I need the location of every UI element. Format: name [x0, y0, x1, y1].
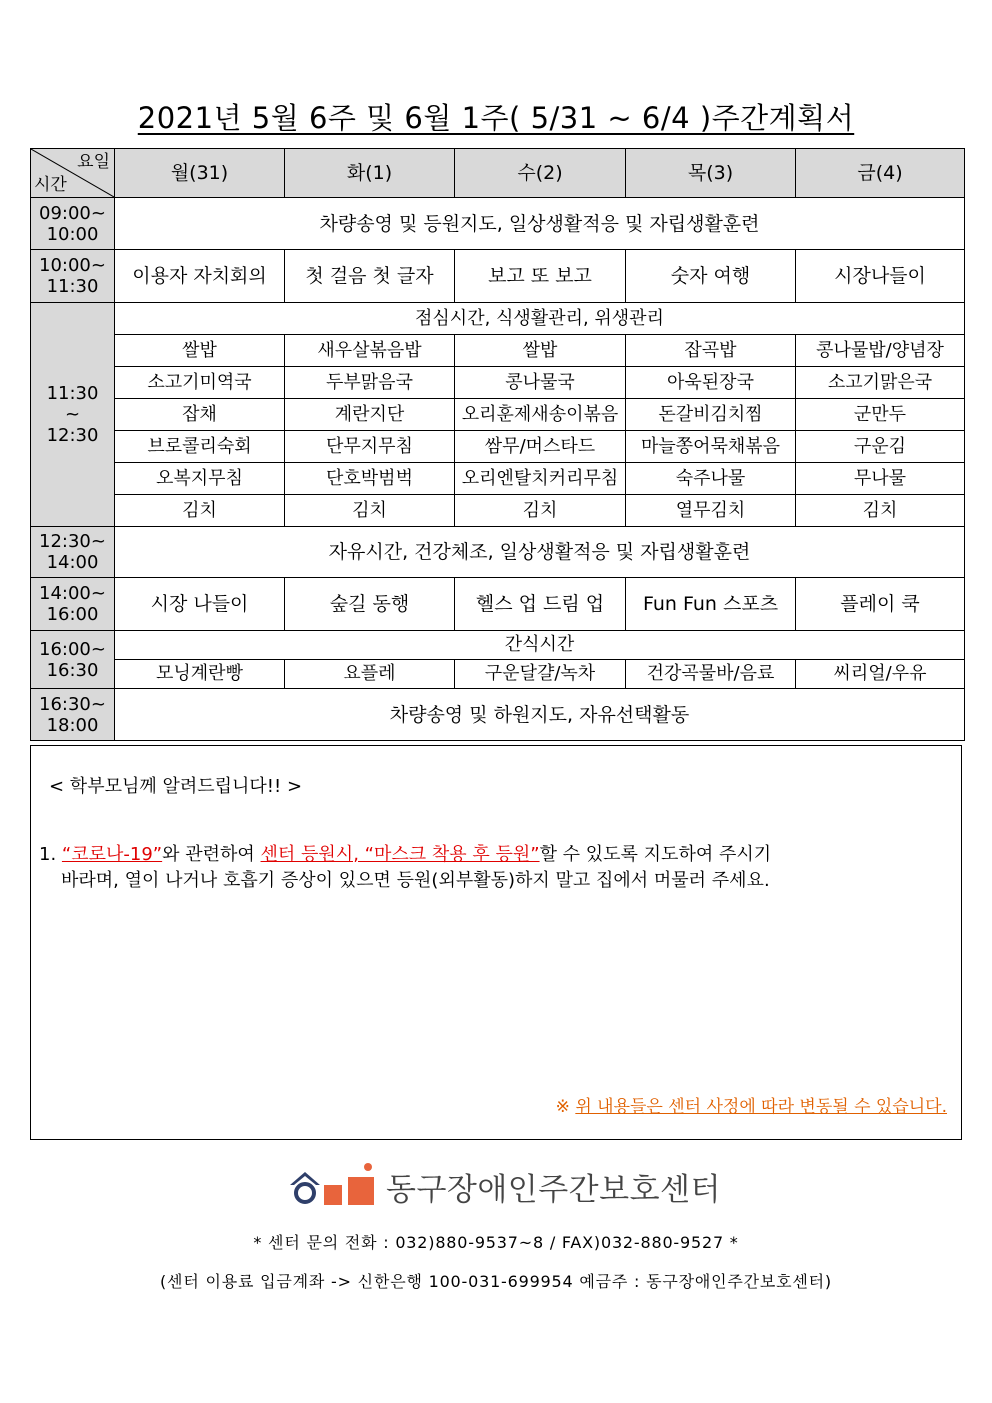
- day-header: 금(4): [796, 149, 965, 198]
- slot-row: [31, 250, 965, 303]
- menu-item: 두부맑음국: [285, 367, 455, 399]
- logo-icon: [288, 1163, 376, 1209]
- notice-item: 1. “코로나-19”와 관련하여 센터 등원시, “마스크 착용 후 등원”할 수 있도록 지도하여 주시기 바라며, 열이 나거나 호흡기 증상이 있으면 등원(외부활동)하지 말고 집에서 머물러 주세요.: [39, 844, 772, 891]
- menu-item: 돈갈비김치찜: [626, 399, 796, 431]
- day-label: 요일: [77, 152, 110, 172]
- time-cell: 16:00~ 16:30: [31, 631, 115, 689]
- activity-cell: 자유시간, 건강체조, 일상생활적응 및 자립생활훈련: [115, 527, 965, 578]
- weekly-schedule-table: [30, 148, 965, 741]
- slot-row: [31, 689, 965, 741]
- day-header: 수(2): [455, 149, 626, 198]
- menu-row: [31, 463, 965, 495]
- time-cell: 14:00~ 16:00: [31, 578, 115, 631]
- day-header: 월(31): [115, 149, 285, 198]
- menu-item: 오리엔탈치커리무침: [455, 463, 626, 495]
- snack-heading-row: [31, 631, 965, 660]
- lunch-heading-row: [31, 303, 965, 335]
- menu-item: 김치: [285, 495, 455, 527]
- menu-item: 무나물: [796, 463, 965, 495]
- menu-item: 마늘쫑어묵채볶음: [626, 431, 796, 463]
- activity-cell: 차량송영 및 등원지도, 일상생활적응 및 자립생활훈련: [115, 198, 965, 250]
- menu-item: 군만두: [796, 399, 965, 431]
- activity-cell: 차량송영 및 하원지도, 자유선택활동: [115, 689, 965, 741]
- activity-cell: 이용자 자치회의: [115, 250, 285, 303]
- menu-item: 김치: [115, 495, 285, 527]
- disclaimer: ※ 위 내용들은 센터 사정에 따라 변동될 수 있습니다.: [555, 1097, 947, 1117]
- activity-cell: 플레이 쿡: [796, 578, 965, 631]
- menu-item: 김치: [796, 495, 965, 527]
- time-cell: 12:30~ 14:00: [31, 527, 115, 578]
- menu-item: 소고기맑은국: [796, 367, 965, 399]
- menu-item: 잡채: [115, 399, 285, 431]
- slot-row: [31, 578, 965, 631]
- activity-cell: 숫자 여행: [626, 250, 796, 303]
- time-cell: 16:30~ 18:00: [31, 689, 115, 741]
- snack-item: 모닝계란빵: [115, 660, 285, 689]
- menu-item: 김치: [455, 495, 626, 527]
- menu-item: 계란지단: [285, 399, 455, 431]
- corner-cell: [31, 149, 115, 198]
- activity-cell: 보고 또 보고: [455, 250, 626, 303]
- contact-info: * 센터 문의 전화 : 032)880-9537~8 / FAX)032-880-9527 *: [253, 1233, 739, 1252]
- menu-item: 오복지무침: [115, 463, 285, 495]
- menu-item: 브로콜리숙회: [115, 431, 285, 463]
- menu-row: [31, 495, 965, 527]
- menu-item: 콩나물국: [455, 367, 626, 399]
- menu-item: 열무김치: [626, 495, 796, 527]
- day-header: 목(3): [626, 149, 796, 198]
- menu-item: 쌀밥: [115, 335, 285, 367]
- activity-cell: 시장나들이: [796, 250, 965, 303]
- snack-item: 건강곡물바/음료: [626, 660, 796, 689]
- day-header: 화(1): [285, 149, 455, 198]
- snack-item: 구운달걀/녹차: [455, 660, 626, 689]
- notice-highlight: “코로나-19”: [61, 844, 163, 865]
- header-row: [31, 149, 965, 198]
- menu-item: 쌈무/머스타드: [455, 431, 626, 463]
- activity-cell: 헬스 업 드림 업: [455, 578, 626, 631]
- menu-row: [31, 399, 965, 431]
- time-label: 시간: [34, 175, 67, 195]
- menu-row: [31, 367, 965, 399]
- page-title: 2021년 5월 6주 및 6월 1주( 5/31 ~ 6/4 )주간계획서: [137, 101, 855, 135]
- menu-item: 새우살볶음밥: [285, 335, 455, 367]
- menu-item: 단무지무침: [285, 431, 455, 463]
- menu-item: 쌀밥: [455, 335, 626, 367]
- snack-row: [31, 660, 965, 689]
- lunch-heading: 점심시간, 식생활관리, 위생관리: [115, 303, 965, 335]
- menu-item: 오리훈제새송이볶음: [455, 399, 626, 431]
- activity-cell: 숲길 동행: [285, 578, 455, 631]
- notice-heading: < 학부모님께 알려드립니다!! >: [49, 776, 303, 797]
- menu-item: 콩나물밥/양념장: [796, 335, 965, 367]
- slot-row: [31, 527, 965, 578]
- notice-highlight: 센터 등원시, “마스크 착용 후 등원”: [260, 844, 540, 865]
- time-cell: 11:30 ~ 12:30: [31, 303, 115, 527]
- time-cell: 09:00~ 10:00: [31, 198, 115, 250]
- menu-row: [31, 431, 965, 463]
- org-name: 동구장애인주간보호센터: [386, 1171, 721, 1208]
- org-logo: [288, 1163, 721, 1209]
- notice-number: 1.: [39, 844, 57, 865]
- bank-info: (센터 이용료 입금계좌 -> 신한은행 100-031-699954 예금주 : 동구장애인주간보호센터): [160, 1272, 832, 1291]
- menu-item: 숙주나물: [626, 463, 796, 495]
- activity-cell: Fun Fun 스포츠: [626, 578, 796, 631]
- menu-item: 소고기미역국: [115, 367, 285, 399]
- menu-item: 구운김: [796, 431, 965, 463]
- notice-line2: 바라며, 열이 나거나 호흡기 증상이 있으면 등원(외부활동)하지 말고 집에서 머물러 주세요.: [61, 870, 770, 891]
- menu-row: [31, 335, 965, 367]
- slot-row: [31, 198, 965, 250]
- activity-cell: 첫 걸음 첫 글자: [285, 250, 455, 303]
- menu-item: 아욱된장국: [626, 367, 796, 399]
- menu-item: 잡곡밥: [626, 335, 796, 367]
- snack-item: 씨리얼/우유: [796, 660, 965, 689]
- menu-item: 단호박범벅: [285, 463, 455, 495]
- snack-item: 요플레: [285, 660, 455, 689]
- time-cell: 10:00~ 11:30: [31, 250, 115, 303]
- activity-cell: 시장 나들이: [115, 578, 285, 631]
- notice-box: [30, 745, 962, 1140]
- snack-heading: 간식시간: [115, 631, 965, 660]
